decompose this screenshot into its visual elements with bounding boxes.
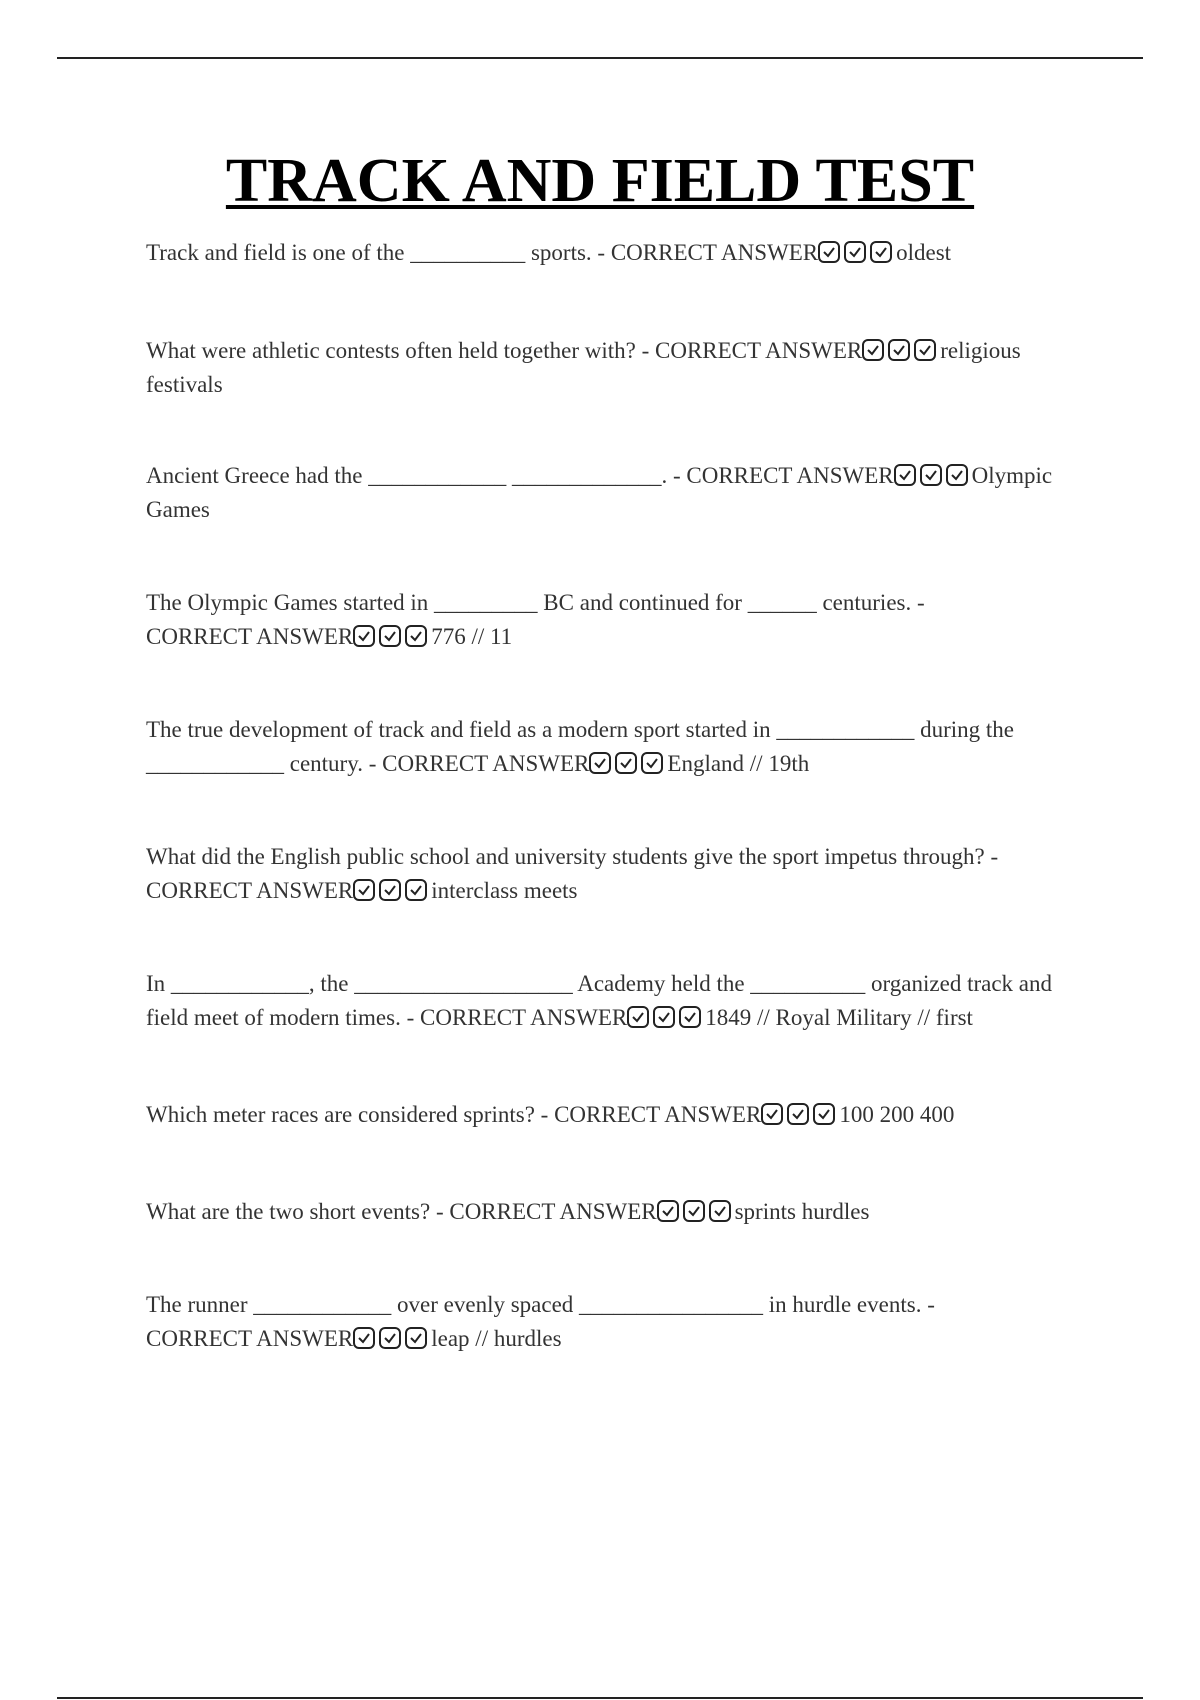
answer-text: leap // hurdles <box>431 1326 562 1351</box>
checked-box-icon <box>862 339 884 361</box>
question-text: The Olympic Games started in _________ BC and continued for ______ centuries. - <box>146 590 925 615</box>
checked-box-icon <box>615 752 637 774</box>
answer-prefix: CORRECT ANSWER <box>655 338 863 363</box>
header-rule <box>57 57 1143 59</box>
checked-box-icon <box>844 241 866 263</box>
answer-prefix: CORRECT ANSWER <box>686 463 894 488</box>
checked-box-icon <box>353 879 375 901</box>
qa-item <box>146 586 1086 654</box>
checked-box-icon <box>818 241 840 263</box>
answer-prefix: CORRECT ANSWER <box>420 1005 628 1030</box>
answer-text: England // 19th <box>667 751 810 776</box>
page-title: TRACK AND FIELD TEST <box>225 147 975 215</box>
checked-box-icon <box>405 879 427 901</box>
qa-item <box>146 334 1086 402</box>
question-text: Track and field is one of the __________ sports. - <box>146 240 611 265</box>
qa-item <box>146 840 1086 908</box>
checked-box-icon <box>405 625 427 647</box>
answer-prefix: CORRECT ANSWER <box>449 1199 657 1224</box>
checked-box-icon <box>787 1103 809 1125</box>
checked-box-icon <box>405 1327 427 1349</box>
footer-rule <box>57 1697 1143 1699</box>
answer-text: 776 // 11 <box>431 624 513 649</box>
question-text: The true development of track and field as a modern sport started in ____________ during the ____________ century. - <box>146 717 1015 776</box>
checked-box-icon <box>683 1200 705 1222</box>
checked-box-icon <box>379 879 401 901</box>
checked-box-icon <box>761 1103 783 1125</box>
checked-box-icon <box>379 1327 401 1349</box>
answer-prefix: CORRECT ANSWER <box>146 878 354 903</box>
checked-box-icon <box>709 1200 731 1222</box>
qa-item <box>146 1195 1086 1229</box>
question-text: Ancient Greece had the ____________ _____________. - <box>146 463 687 488</box>
answer-text: 100 200 400 <box>839 1102 955 1127</box>
answer-text: oldest <box>896 240 952 265</box>
checked-box-icon <box>920 464 942 486</box>
qa-item <box>146 1288 1086 1356</box>
answer-prefix: CORRECT ANSWER <box>554 1102 762 1127</box>
checked-box-icon <box>627 1006 649 1028</box>
checked-box-icon <box>353 1327 375 1349</box>
checked-box-icon <box>379 625 401 647</box>
checked-box-icon <box>914 339 936 361</box>
answer-text: Olympic Games <box>146 463 1053 522</box>
checked-box-icon <box>589 752 611 774</box>
checked-box-icon <box>657 1200 679 1222</box>
question-text: The runner ____________ over evenly spaced ________________ in hurdle events. - <box>146 1292 935 1317</box>
answer-text: 1849 // Royal Military // first <box>705 1005 973 1030</box>
qa-item <box>146 459 1086 527</box>
answer-prefix: CORRECT ANSWER <box>610 240 819 265</box>
answer-text: religious festivals <box>146 338 1021 397</box>
qa-item <box>146 236 1086 270</box>
checked-box-icon <box>888 339 910 361</box>
checked-box-icon <box>813 1103 835 1125</box>
checked-box-icon <box>870 241 892 263</box>
answer-prefix: CORRECT ANSWER <box>382 751 590 776</box>
question-text: What were athletic contests often held together with? - <box>146 338 655 363</box>
checked-box-icon <box>894 464 916 486</box>
qa-item <box>146 967 1086 1035</box>
answer-text: sprints hurdles <box>734 1199 870 1224</box>
answer-prefix: CORRECT ANSWER <box>146 1326 354 1351</box>
question-text: What are the two short events? - <box>146 1199 450 1224</box>
checked-box-icon <box>679 1006 701 1028</box>
question-text: In ____________, the ___________________ Academy held the __________ organized track and field meet of modern times. - <box>146 971 1052 1030</box>
checked-box-icon <box>353 625 375 647</box>
checked-box-icon <box>653 1006 675 1028</box>
question-text: What did the English public school and university students give the sport impetus through? - <box>146 844 999 869</box>
question-text: Which meter races are considered sprints? - <box>146 1102 555 1127</box>
checked-box-icon <box>641 752 663 774</box>
qa-item <box>146 713 1086 781</box>
answer-text: interclass meets <box>431 878 578 903</box>
answer-prefix: CORRECT ANSWER <box>146 624 354 649</box>
qa-item <box>146 1098 1086 1132</box>
checked-box-icon <box>946 464 968 486</box>
